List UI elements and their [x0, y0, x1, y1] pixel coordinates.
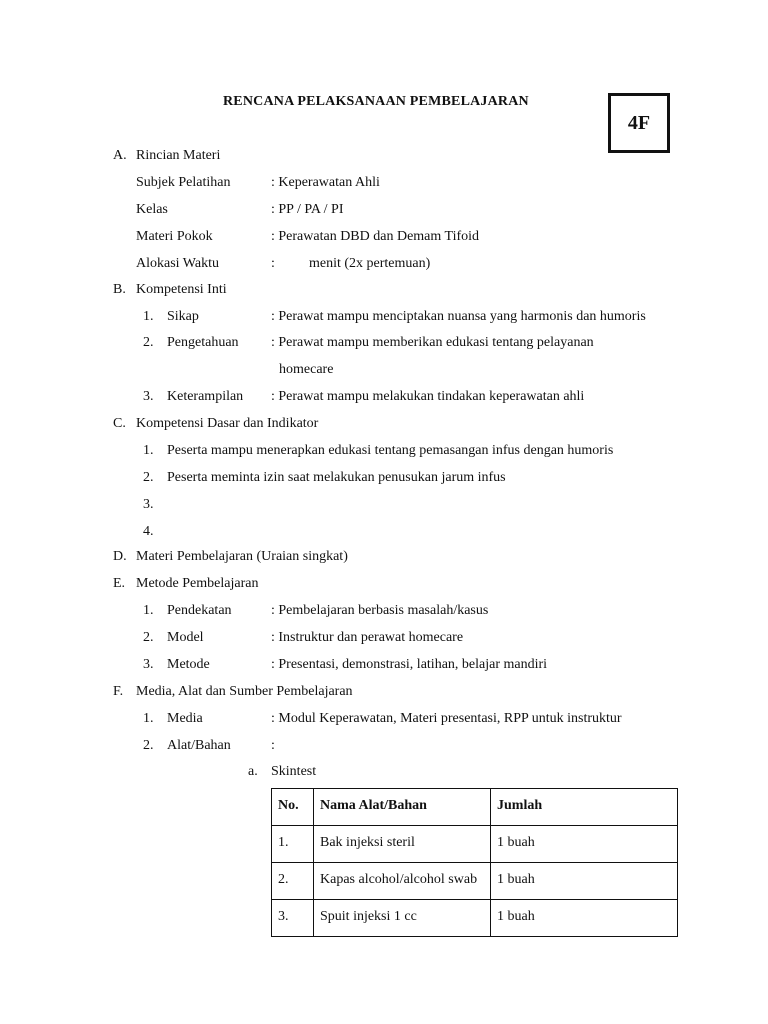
table-cell-nama: Bak injeksi steril [314, 826, 491, 863]
subjek-label: Subjek Pelatihan [136, 175, 231, 190]
alokasi-waktu-label: Alokasi Waktu [136, 256, 219, 271]
kelas-value: : PP / PA / PI [271, 202, 344, 217]
alat-bahan-number: 2. [143, 738, 154, 753]
media-number: 1. [143, 711, 154, 726]
indikator-1-text: Peserta mampu menerapkan edukasi tentang pemasangan infus dengan humoris [167, 443, 614, 458]
table-cell-no: 1. [272, 826, 314, 863]
section-f-heading: Media, Alat dan Sumber Pembelajaran [136, 684, 353, 699]
materi-pokok-label: Materi Pokok [136, 229, 213, 244]
section-b-heading: Kompetensi Inti [136, 282, 227, 297]
model-value: : Instruktur dan perawat homecare [271, 630, 464, 645]
table-header-jumlah: Jumlah [491, 789, 678, 826]
page-title: RENCANA PELAKSANAAN PEMBELAJARAN [223, 94, 529, 109]
table-cell-jumlah: 1 buah [491, 900, 678, 937]
section-d-heading: Materi Pembelajaran (Uraian singkat) [136, 549, 348, 564]
keterampilan-number: 3. [143, 389, 154, 404]
section-d-marker: D. [113, 549, 127, 564]
section-a-marker: A. [113, 148, 127, 163]
model-number: 2. [143, 630, 154, 645]
table-cell-no: 3. [272, 900, 314, 937]
document-code: 4F [627, 111, 651, 134]
section-c-heading: Kompetensi Dasar dan Indikator [136, 416, 319, 431]
subjek-value: : Keperawatan Ahli [271, 175, 380, 190]
keterampilan-label: Keterampilan [167, 389, 244, 404]
skintest-heading: Skintest [271, 764, 317, 779]
skintest-marker: a. [248, 764, 258, 779]
media-label: Media [167, 711, 203, 726]
table-cell-nama: Kapas alcohol/alcohol swab [314, 863, 491, 900]
table-row [272, 863, 678, 900]
alokasi-waktu-colon: : [271, 256, 275, 271]
table-cell-jumlah: 1 buah [491, 826, 678, 863]
pengetahuan-number: 2. [143, 335, 154, 350]
indikator-2-number: 2. [143, 470, 154, 485]
sikap-number: 1. [143, 309, 154, 324]
materi-pokok-value: : Perawatan DBD dan Demam Tifoid [271, 229, 480, 244]
table-header-row [272, 789, 678, 826]
section-a-heading: Rincian Materi [136, 148, 221, 163]
section-f-marker: F. [113, 684, 124, 699]
table-cell-nama: Spuit injeksi 1 cc [314, 900, 491, 937]
section-c-marker: C. [113, 416, 126, 431]
metode-label: Metode [167, 657, 210, 672]
table-row [272, 826, 678, 863]
section-e-marker: E. [113, 576, 126, 591]
metode-value: : Presentasi, demonstrasi, latihan, belajar mandiri [271, 657, 548, 672]
section-b-marker: B. [113, 282, 126, 297]
sikap-value: : Perawat mampu menciptakan nuansa yang harmonis dan humoris [271, 309, 646, 324]
section-e-heading: Metode Pembelajaran [136, 576, 259, 591]
alat-bahan-colon: : [271, 738, 275, 753]
table-header-nama: Nama Alat/Bahan [314, 789, 491, 826]
pendekatan-number: 1. [143, 603, 154, 618]
indikator-4-number: 4. [143, 524, 154, 539]
indikator-2-text: Peserta meminta izin saat melakukan penusukan jarum infus [167, 470, 506, 485]
indikator-3-number: 3. [143, 497, 154, 512]
pengetahuan-value-continued: homecare [279, 362, 334, 377]
alat-bahan-table [271, 788, 678, 937]
pengetahuan-label: Pengetahuan [167, 335, 239, 350]
metode-number: 3. [143, 657, 154, 672]
alokasi-waktu-value: menit (2x pertemuan) [309, 256, 431, 271]
pendekatan-value: : Pembelajaran berbasis masalah/kasus [271, 603, 489, 618]
model-label: Model [167, 630, 204, 645]
sikap-label: Sikap [167, 309, 199, 324]
table-row [272, 900, 678, 937]
table-cell-no: 2. [272, 863, 314, 900]
pendekatan-label: Pendekatan [167, 603, 232, 618]
pengetahuan-value: : Perawat mampu memberikan edukasi tentang pelayanan [271, 335, 594, 350]
keterampilan-value: : Perawat mampu melakukan tindakan keperawatan ahli [271, 389, 585, 404]
table-header-no: No. [272, 789, 314, 826]
kelas-label: Kelas [136, 202, 168, 217]
document-code-badge [608, 93, 670, 153]
indikator-1-number: 1. [143, 443, 154, 458]
alat-bahan-label: Alat/Bahan [167, 738, 231, 753]
table-cell-jumlah: 1 buah [491, 863, 678, 900]
media-value: : Modul Keperawatan, Materi presentasi, RPP untuk instruktur [271, 711, 622, 726]
